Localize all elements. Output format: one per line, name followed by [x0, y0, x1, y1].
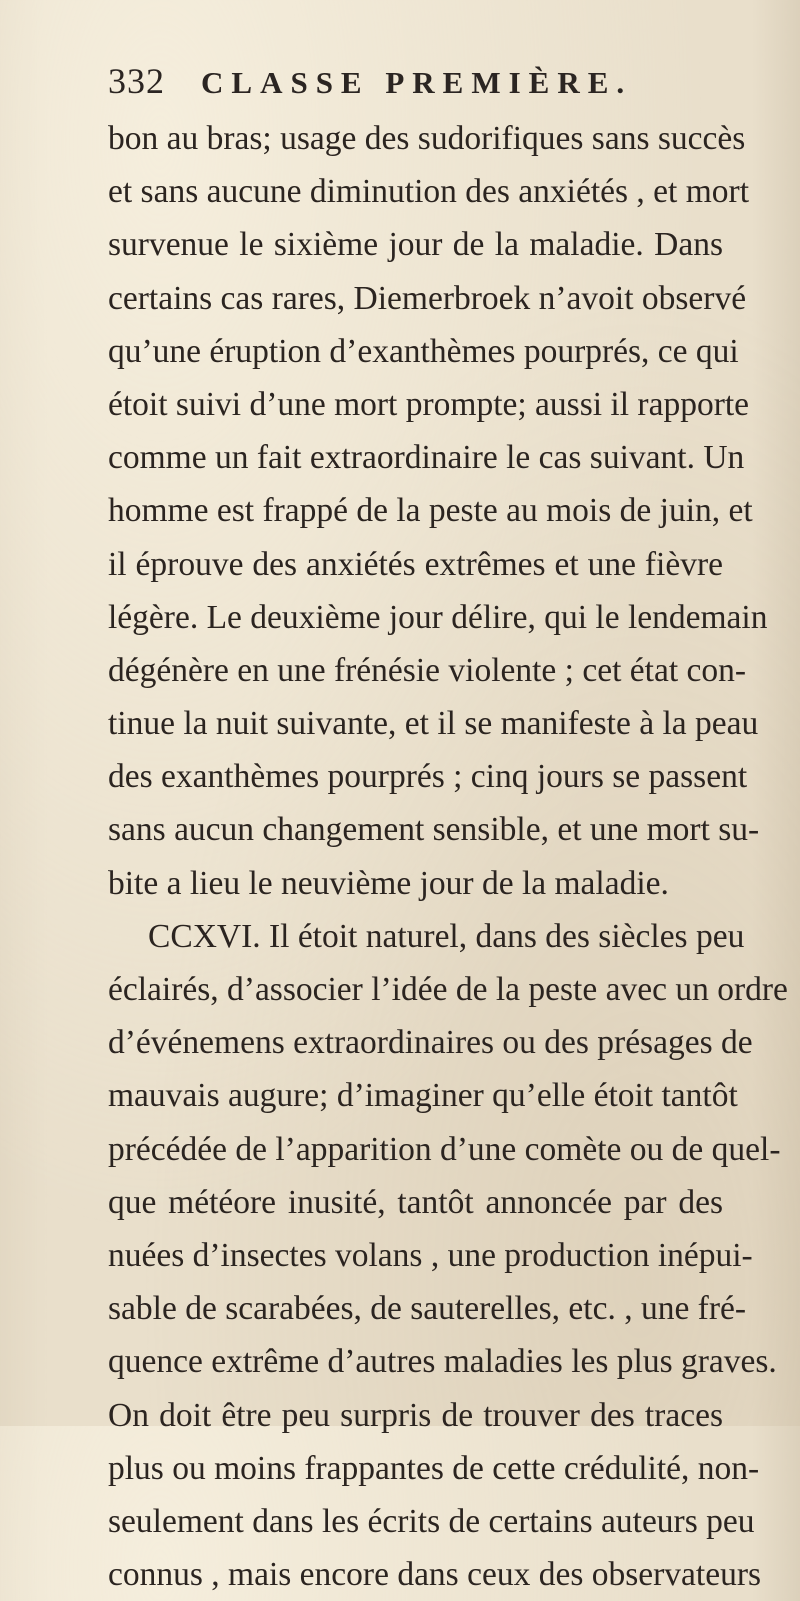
text-line: qu’une éruption d’exanthèmes pourprés, ce qui [108, 332, 739, 370]
text-line: légère. Le deuxième jour délire, qui le lendemain [108, 598, 768, 636]
body-text [108, 112, 788, 1601]
text-line: éclairés, d’associer l’idée de la peste avec un ordre [108, 971, 788, 1008]
text-line: d’événemens extraordinaires ou des présages de [108, 1024, 753, 1062]
text-line: nuées d’insectes volans , une production inépui- [108, 1236, 753, 1274]
text-line: sable de scarabées, de sauterelles, etc. , une fré- [108, 1290, 747, 1328]
text-line: que météore inusité, tantôt annoncée par des [108, 1183, 723, 1221]
text-line: quence extrême d’autres maladies les plus graves. [108, 1343, 777, 1381]
text-line: homme est frappé de la peste au mois de juin, et [108, 492, 753, 530]
text-line: sans aucun changement sensible, et une mort su- [108, 811, 760, 849]
text-line: On doit être peu surpris de trouver des traces [108, 1396, 723, 1434]
running-title: CLASSE PREMIÈRE. [201, 65, 633, 100]
text-line: certains cas rares, Diemerbroek n’avoit observé [108, 279, 747, 317]
text-line: tinue la nuit suivante, et il se manifeste à la peau [108, 705, 759, 743]
text-line: dégénère en une frénésie violente ; cet état con- [108, 651, 747, 689]
text-line: survenue le sixième jour de la maladie. Dans [108, 226, 723, 264]
text-line: et sans aucune diminution des anxiétés , et mort [108, 173, 749, 211]
text-line: étoit suivi d’une mort prompte; aussi il rapporte [108, 385, 750, 423]
text-line: précédée de l’apparition d’une comète ou de quel- [108, 1130, 781, 1168]
text-line: connus , mais encore dans ceux des observateurs [108, 1556, 762, 1594]
text-line: comme un fait extraordinaire le cas suivant. Un [108, 439, 745, 477]
text-line: des exanthèmes pourprés ; cinq jours se passent [108, 758, 748, 796]
text-line: mauvais augure; d’imaginer qu’elle étoit tantôt [108, 1077, 738, 1115]
text-line: il éprouve des anxiétés extrêmes et une fièvre [108, 545, 723, 583]
text-line: bite a lieu le neuvième jour de la maladie. [108, 864, 669, 902]
page-number: 332 [108, 61, 165, 101]
paragraph-start-line: CCXVI. Il étoit naturel, dans des siècles peu [148, 917, 745, 955]
running-head [108, 60, 708, 110]
text-line: bon au bras; usage des sudorifiques sans succès [108, 120, 746, 157]
text-line: seulement dans les écrits de certains auteurs peu [108, 1502, 755, 1540]
text-line: plus ou moins frappantes de cette crédulité, non- [108, 1449, 760, 1487]
